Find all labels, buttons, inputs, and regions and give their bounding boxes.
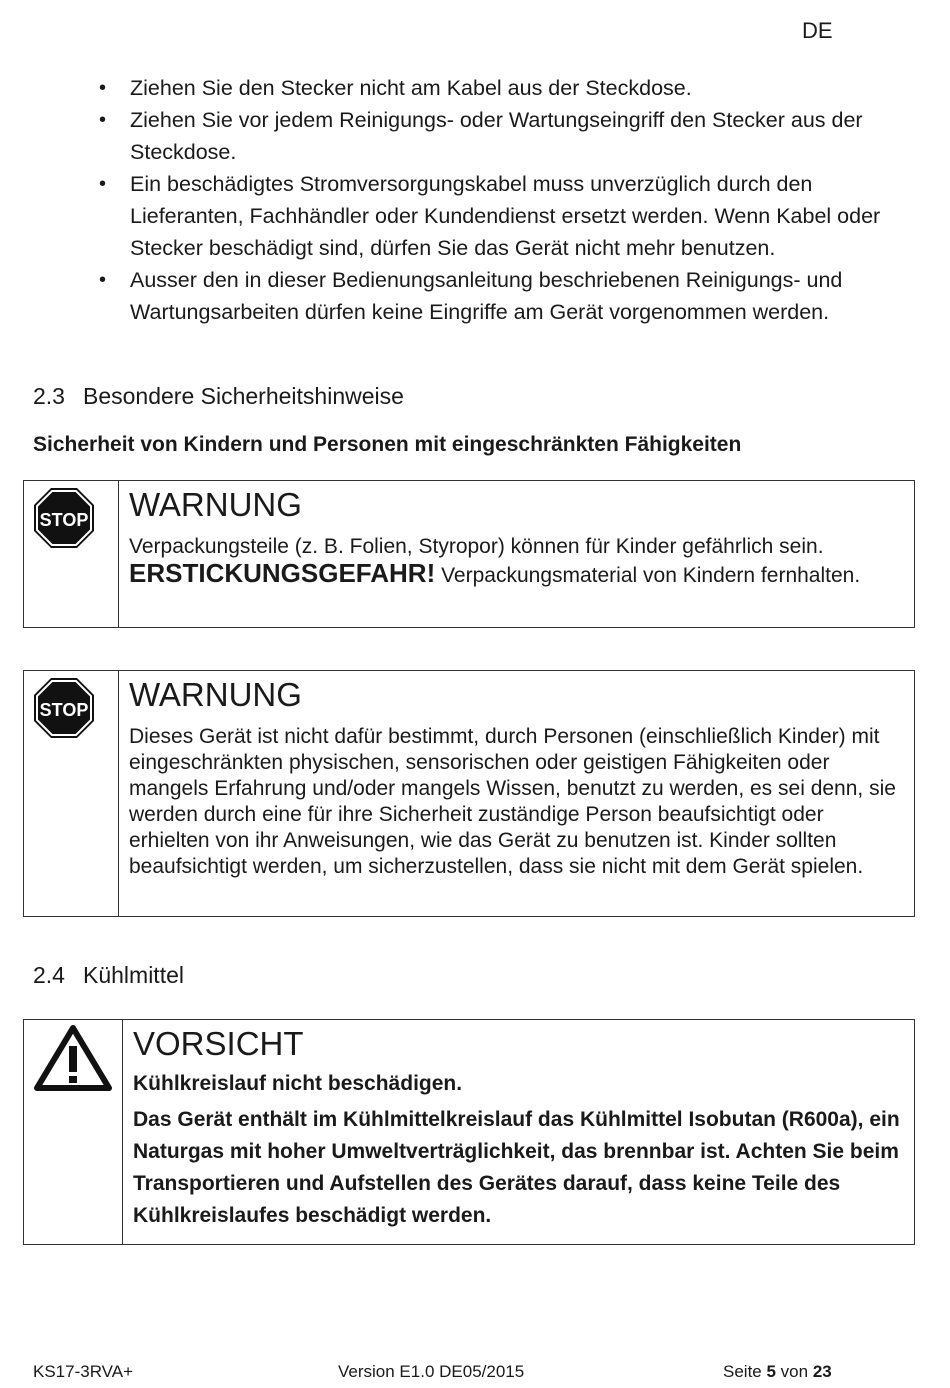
footer-model: KS17-3RVA+	[33, 1362, 134, 1381]
safety-bullet-list	[96, 72, 926, 328]
warning-box-packaging	[23, 480, 915, 628]
list-item: • Ausser den in dieser Bedienungsanleitung beschriebenen Reinigungs- und Wartungsarbeiten dürfen keine Eingriffe am Gerät vorgenommen werden.	[99, 268, 843, 324]
language-code: DE	[802, 18, 833, 43]
subheading-child-safety: Sicherheit von Kindern und Personen mit eingeschränkten Fähigkeiten	[33, 433, 742, 456]
stop-sign-icon	[33, 487, 95, 549]
caution-title: VORSICHT	[133, 1025, 304, 1062]
warning-triangle-icon	[34, 1024, 112, 1092]
warning-text: Dieses Gerät ist nicht dafür bestimmt, durch Personen (einschließlich Kinder) mit eingeschränkten physischen, sensorischen oder geistigen Fähigkeiten oder mangels Erfahrung und/oder mangels Wissen, benutzt zu werden, es sei denn, sie werden durch eine für ihre Sicherheit zuständige Person beaufsichtigt oder erhielten von ihr Anweisungen, wie das Gerät zu benutzen ist. Kinder sollten beaufsichtigt werden, um sicherzustellen, dass sie nicht mit dem Gerät spielen.	[129, 725, 896, 878]
caution-subtitle: Kühlkreislauf nicht beschädigen.	[133, 1072, 463, 1095]
caution-text: Das Gerät enthält im Kühlmittelkreislauf das Kühlmittel Isobutan (R600a), ein Naturgas mit hoher Umweltverträglichkeit, das brennbar ist. Achten Sie beim Transportieren und Aufstellen des Gerätes darauf, dass keine Teile des Kühlkreislaufes beschädigt werden.	[133, 1108, 900, 1227]
warning-title: WARNUNG	[129, 676, 302, 713]
section-heading-2-4: 2.4 Kühlmittel	[33, 962, 184, 988]
footer-version: Version E1.0 DE05/2015	[338, 1362, 525, 1381]
list-item: • Ziehen Sie vor jedem Reinigungs- oder Wartungseingriff den Stecker aus der Steckdose.	[99, 108, 863, 164]
warning-title: WARNUNG	[129, 486, 302, 523]
svg-text:STOP: STOP	[39, 510, 89, 530]
section-heading-2-3: 2.3 Besondere Sicherheitshinweise	[33, 383, 404, 409]
warning-text: Verpackungsteile (z. B. Folien, Styropor) können für Kinder gefährlich sein. ERSTICKUNGSGEFAHR! Verpackungsmaterial von Kindern fernhalten.	[129, 535, 861, 588]
footer-page-number: Seite 5 von 23	[723, 1362, 832, 1381]
warning-box-persons	[23, 670, 915, 917]
list-item: • Ein beschädigtes Stromversorgungskabel muss unverzüglich durch den Lieferanten, Fachhändler oder Kundendienst ersetzt werden. Wenn Kabel oder Stecker beschädigt sind, dürfen Sie das Gerät nicht mehr benutzen.	[99, 172, 881, 260]
list-item: • Ziehen Sie den Stecker nicht am Kabel aus der Steckdose.	[99, 76, 692, 100]
svg-text:STOP: STOP	[39, 700, 89, 720]
stop-sign-icon	[33, 677, 95, 739]
caution-box-refrigerant	[23, 1019, 915, 1245]
